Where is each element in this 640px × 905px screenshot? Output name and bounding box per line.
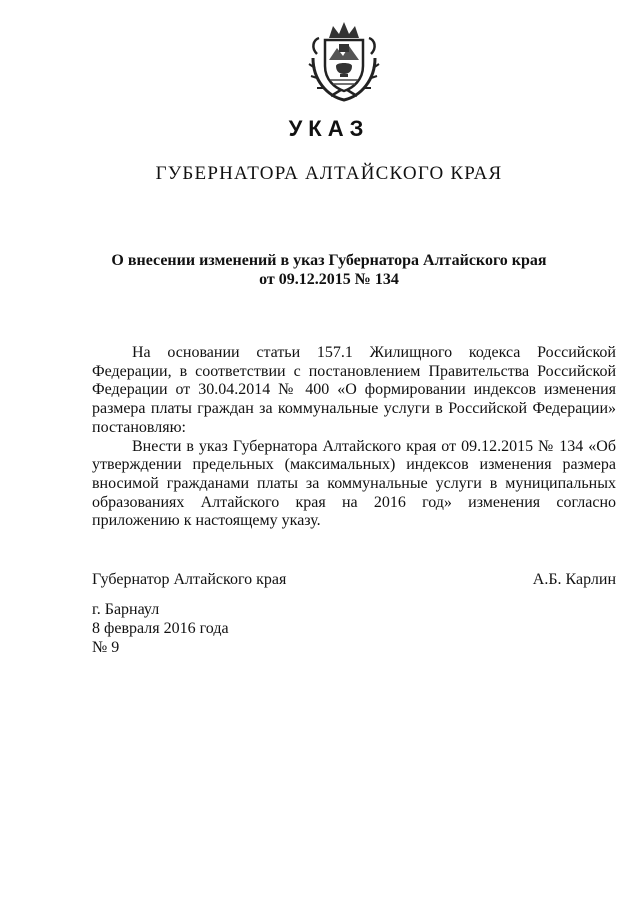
- decree-kind-heading: УКАЗ: [288, 116, 370, 141]
- document-body: [92, 344, 616, 531]
- issue-city: г. Барнаул: [92, 601, 160, 618]
- issuer-heading: ГУБЕРНАТОРА АЛТАЙСКОГО КРАЯ: [155, 163, 503, 184]
- body-paragraph-basis: На основании статьи 157.1 Жилищного кодекса Российской Федерации, в соответствии с постановлением Правительства Российской Федерации от 30.04.2014 № 400 «О формировании индексов изменения размера платы граждан за коммунальные услуги в Российской Федерации» постановляю:: [92, 344, 616, 436]
- document-title: [0, 251, 640, 289]
- altai-krai-coat-of-arms-icon: [305, 18, 383, 102]
- body-paragraph-order: Внести в указ Губернатора Алтайского края от 09.12.2015 № 134 «Об утверждении предельных (максимальных) индексов изменения размера вносимой гражданами платы за коммунальные услуги в муниципальных образованиях Алтайского края на 2016 год» изменения согласно приложению к настоящему указу.: [92, 437, 616, 530]
- issue-date: 8 февраля 2016 года: [92, 620, 229, 637]
- signatory-name: А.Б. Карлин: [532, 571, 616, 588]
- document-title-line-2: от 09.12.2015 № 134: [259, 271, 399, 288]
- decree-number: № 9: [92, 639, 120, 656]
- place-date-block: [92, 600, 229, 657]
- signature-block: [92, 570, 616, 589]
- signatory-position: Губернатор Алтайского края: [92, 571, 287, 588]
- document-title-line-1: О внесении изменений в указ Губернатора Алтайского края: [111, 252, 547, 269]
